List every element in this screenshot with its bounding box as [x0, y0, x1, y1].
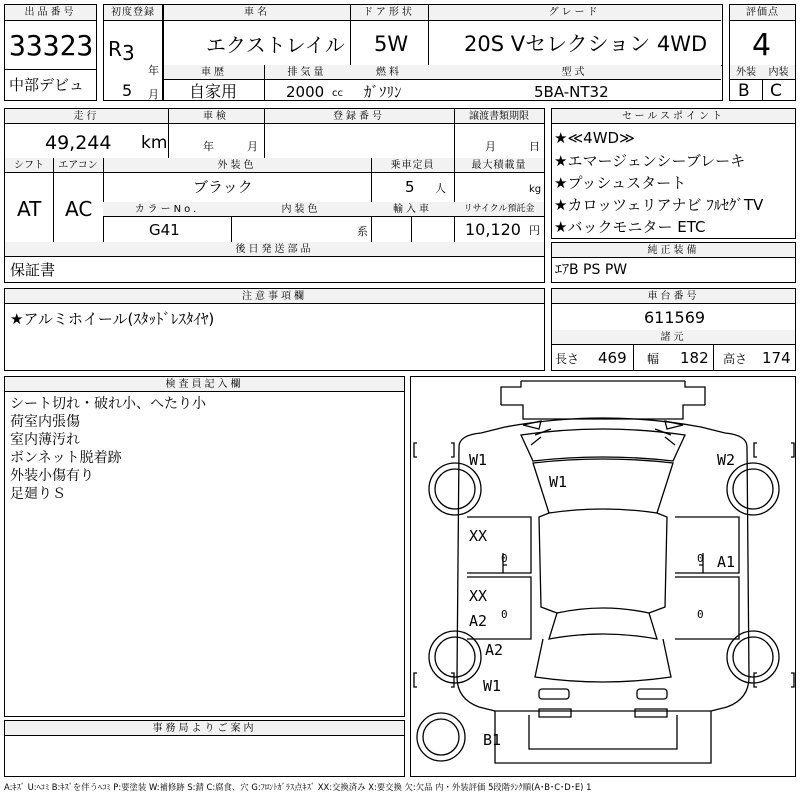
vehicle-info-box: [163, 4, 723, 101]
selling-point-item: ★≪4WD≫: [554, 129, 635, 147]
length-label: 長さ: [555, 352, 580, 366]
car-name-label: 車名: [164, 5, 350, 21]
later-parts-value: 保証書: [10, 261, 56, 279]
equipment-value: ｴｱB PS PW: [555, 262, 628, 278]
selling-point-item: ★カロッツェリアナビ ﾌﾙｾｸﾞTV: [554, 196, 764, 214]
length-value: 469: [598, 349, 627, 367]
damage-diagram: [410, 376, 796, 777]
color-number-value: G41: [149, 221, 180, 239]
inspection-label: 車検: [168, 109, 264, 124]
notes-label: 注意事項欄: [5, 289, 544, 304]
exterior-label: 外装: [730, 65, 762, 80]
car-name-value: エクストレイル: [206, 33, 345, 57]
zero-mark: 0: [501, 608, 508, 621]
damage-mark-b1-spare: B1: [483, 731, 502, 749]
import-label: 輸入車: [371, 202, 454, 217]
reg-month: 5: [122, 81, 133, 100]
selling-points-box: [551, 108, 796, 239]
shift-label: シフト: [5, 158, 53, 173]
exterior-grade: B: [738, 81, 750, 101]
exterior-color-label: 外装色: [103, 158, 371, 173]
later-parts-label: 後日発送部品: [5, 242, 544, 257]
mileage-label: 走行: [5, 109, 168, 124]
damage-mark-xx-left-rear-door: XX: [469, 587, 488, 605]
zero-mark: 0: [697, 608, 704, 621]
inspector-label: 検査員記入欄: [5, 377, 404, 392]
car-outline-diagram: [411, 377, 795, 776]
inspector-line: シート切れ・破れ小、へたり小: [10, 396, 206, 412]
door-type-label: ドア形状: [350, 5, 428, 21]
selling-point-item: ★バックモニター ETC: [554, 218, 706, 236]
damage-mark-w1-hood: W1: [549, 473, 568, 491]
chassis-label: 車台番号: [552, 289, 795, 304]
chassis-box: [551, 288, 796, 371]
damage-mark-a2-left-rear-door: A2: [469, 612, 488, 630]
lot-number-box: [4, 4, 97, 101]
damage-mark-w2-front-right: W2: [717, 451, 736, 469]
notes-value: ★アルミホイール(ｽﾀｯﾄﾞﾚｽﾀｲﾔ): [10, 310, 215, 328]
selling-point-item: ★プッシュスタート: [554, 174, 687, 192]
damage-mark-xx-left-door: XX: [469, 527, 488, 545]
max-load-unit: kg: [529, 184, 542, 195]
inspection-year-unit: 年: [203, 140, 214, 153]
inspector-box: [4, 376, 405, 717]
reg-year-unit: 年: [148, 64, 159, 77]
reg-month-unit: 月: [148, 88, 159, 101]
first-registration-label: 初度登録: [104, 5, 162, 21]
legend-text: A:ｷｽﾞ U:ﾍｺﾐ B:ｷｽﾞを伴うﾍｺﾐ P:要塗装 W:補修跡 S:錆 C:腐食、穴 G:ﾌﾛﾝﾄｶﾞﾗｽ点ｷｽﾞ XX:交換済み X:要交換 欠:欠品 内・外装評価 5段階ﾗﾝｸ順(A･B･C･D･E) 1: [4, 782, 592, 792]
recycle-label: リサイクル預託金: [454, 202, 544, 217]
dimensions-label: 諸元: [552, 330, 795, 345]
height-value: 174: [762, 349, 791, 367]
plate-label: 登録番号: [264, 109, 454, 124]
vehicle-details-box: [4, 108, 545, 283]
model-type-value: 5BA-NT32: [534, 83, 609, 101]
capacity-label: 乗車定員: [371, 158, 454, 173]
damage-mark-w1-front-left: W1: [469, 451, 488, 469]
lot-number-label: 出品番号: [5, 5, 96, 21]
office-label: 事務局よりご案内: [5, 721, 404, 736]
damage-mark-a2-rear-quarter: A2: [485, 641, 504, 659]
fuel-value: ｶﾞｿﾘﾝ: [364, 83, 402, 101]
inspector-line: 足廻りＳ: [10, 486, 66, 502]
equipment-box: [551, 242, 796, 283]
lot-number-value: 33323: [9, 29, 94, 62]
zero-mark: 0: [697, 552, 704, 565]
displacement-unit: cc: [332, 88, 343, 99]
history-label: 車歴: [164, 65, 264, 80]
score-label: 評価点: [730, 5, 795, 21]
debut-label: 中部デビュ: [9, 76, 85, 94]
capacity-unit: 人: [435, 182, 446, 195]
interior-color-unit: 系: [357, 225, 368, 238]
fuel-label: 燃料: [350, 65, 428, 80]
door-type-value: 5W: [374, 32, 409, 56]
model-type-label: 型式: [428, 65, 721, 80]
inspector-line: 室内薄汚れ: [10, 432, 80, 448]
zero-mark: 0: [501, 552, 508, 565]
score-box: [729, 4, 796, 101]
interior-color-label: 内装色: [231, 202, 371, 217]
aircon-value: AC: [65, 197, 93, 221]
exterior-color-value: ブラック: [193, 178, 253, 196]
selling-points-label: セールスポイント: [552, 109, 795, 124]
color-number-label: カラーNo.: [103, 202, 231, 217]
equipment-label: 純正装備: [552, 243, 795, 258]
selling-point-item: ★エマージェンシーブレーキ: [554, 152, 746, 170]
score-value: 4: [752, 28, 772, 63]
grade-value: 20S Vセレクション 4WD: [464, 32, 708, 56]
inspector-line: 荷室内張傷: [10, 414, 80, 430]
reg-era: R: [108, 37, 122, 61]
damage-mark-w1-rear: W1: [483, 677, 502, 695]
capacity-value: 5: [405, 178, 415, 196]
notes-box: [4, 288, 545, 371]
transfer-docs-label: 譲渡書類期限: [454, 109, 544, 124]
mileage-value: 49,244: [45, 132, 112, 154]
recycle-value: 10,120: [465, 220, 521, 239]
history-value: 自家用: [189, 82, 238, 101]
recycle-unit: 円: [529, 224, 540, 237]
chassis-value: 611569: [644, 308, 706, 327]
office-box: [4, 720, 405, 777]
transfer-day-unit: 日: [529, 140, 540, 153]
aircon-label: エアコン: [53, 158, 103, 173]
mileage-unit: km: [141, 133, 168, 153]
width-label: 幅: [647, 352, 660, 366]
max-load-label: 最大積載量: [454, 158, 544, 173]
reg-year: 3: [122, 41, 135, 65]
shift-value: AT: [17, 197, 42, 221]
transfer-month-unit: 月: [485, 140, 496, 153]
height-label: 高さ: [723, 352, 748, 366]
interior-grade: C: [770, 81, 782, 101]
inspection-month-unit: 月: [247, 140, 258, 153]
displacement-value: 2000: [286, 83, 325, 101]
width-value: 182: [680, 349, 709, 367]
first-registration-box: [103, 4, 163, 101]
interior-label: 内装: [762, 65, 795, 80]
inspector-line: 外装小傷有り: [10, 468, 94, 484]
displacement-label: 排気量: [264, 65, 350, 80]
grade-label: グレード: [428, 5, 721, 21]
damage-mark-a1-right-door: A1: [717, 553, 736, 571]
inspector-line: ボンネット脱着跡: [10, 450, 122, 466]
